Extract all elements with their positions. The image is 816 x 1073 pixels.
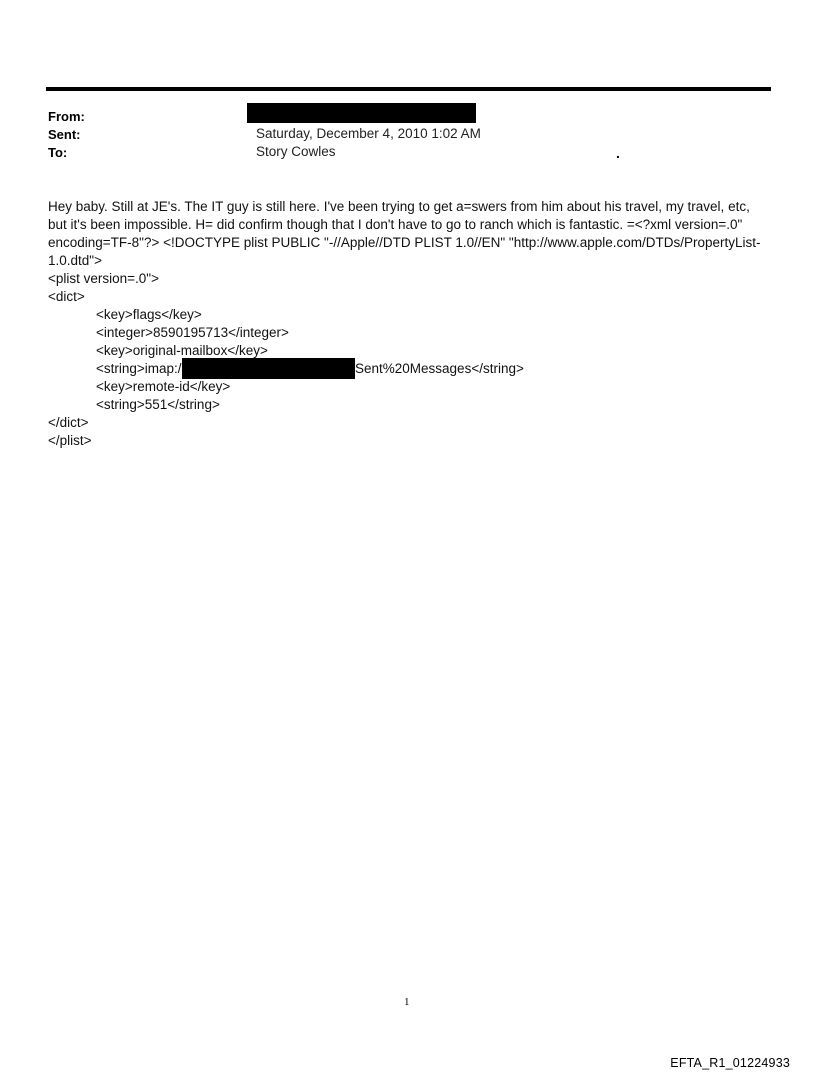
key-flags-line: <key>flags</key> bbox=[96, 307, 202, 322]
page-number: 1 bbox=[404, 996, 410, 1008]
redacted-imap-path bbox=[182, 358, 355, 379]
to-trailing-mark: . bbox=[616, 145, 620, 161]
dict-close-line: </dict> bbox=[48, 415, 89, 430]
from-label: From: bbox=[48, 109, 85, 124]
to-value: Story Cowles bbox=[256, 144, 336, 159]
string-imap-suffix: Sent%20Messages</string> bbox=[355, 361, 524, 376]
string-imap-prefix: <string>imap:/ bbox=[96, 361, 182, 376]
message-body: Hey baby. Still at JE's. The IT guy is still here. I've been trying to get a=swers from him about his travel, my travel, etc, but it's been impossible. H= did confirm though that I don't have to go to ranch which is fantastic. =<?xml version=.0" encoding=TF-8"?> <!DOCTYPE plist PUBLIC "-//Apple//DTD PLIST 1.0//EN" "http://www.apple.com/DTDs/PropertyList-1.0.dtd"> bbox=[48, 199, 761, 268]
dict-open-line: <dict> bbox=[48, 289, 85, 304]
sent-label: Sent: bbox=[48, 127, 81, 142]
sent-value: Saturday, December 4, 2010 1:02 AM bbox=[256, 126, 481, 141]
to-label: To: bbox=[48, 145, 68, 160]
key-remote-line: <key>remote-id</key> bbox=[96, 379, 231, 394]
header-divider bbox=[46, 87, 771, 91]
redacted-from-value bbox=[247, 103, 476, 123]
integer-flags-line: <integer>8590195713</integer> bbox=[96, 325, 289, 340]
string-remote-line: <string>551</string> bbox=[96, 397, 220, 412]
key-mailbox-line: <key>original-mailbox</key> bbox=[96, 343, 268, 358]
document-id: EFTA_R1_01224933 bbox=[670, 1056, 790, 1070]
plist-open-line: <plist version=.0"> bbox=[48, 271, 159, 286]
plist-close-line: </plist> bbox=[48, 433, 92, 448]
